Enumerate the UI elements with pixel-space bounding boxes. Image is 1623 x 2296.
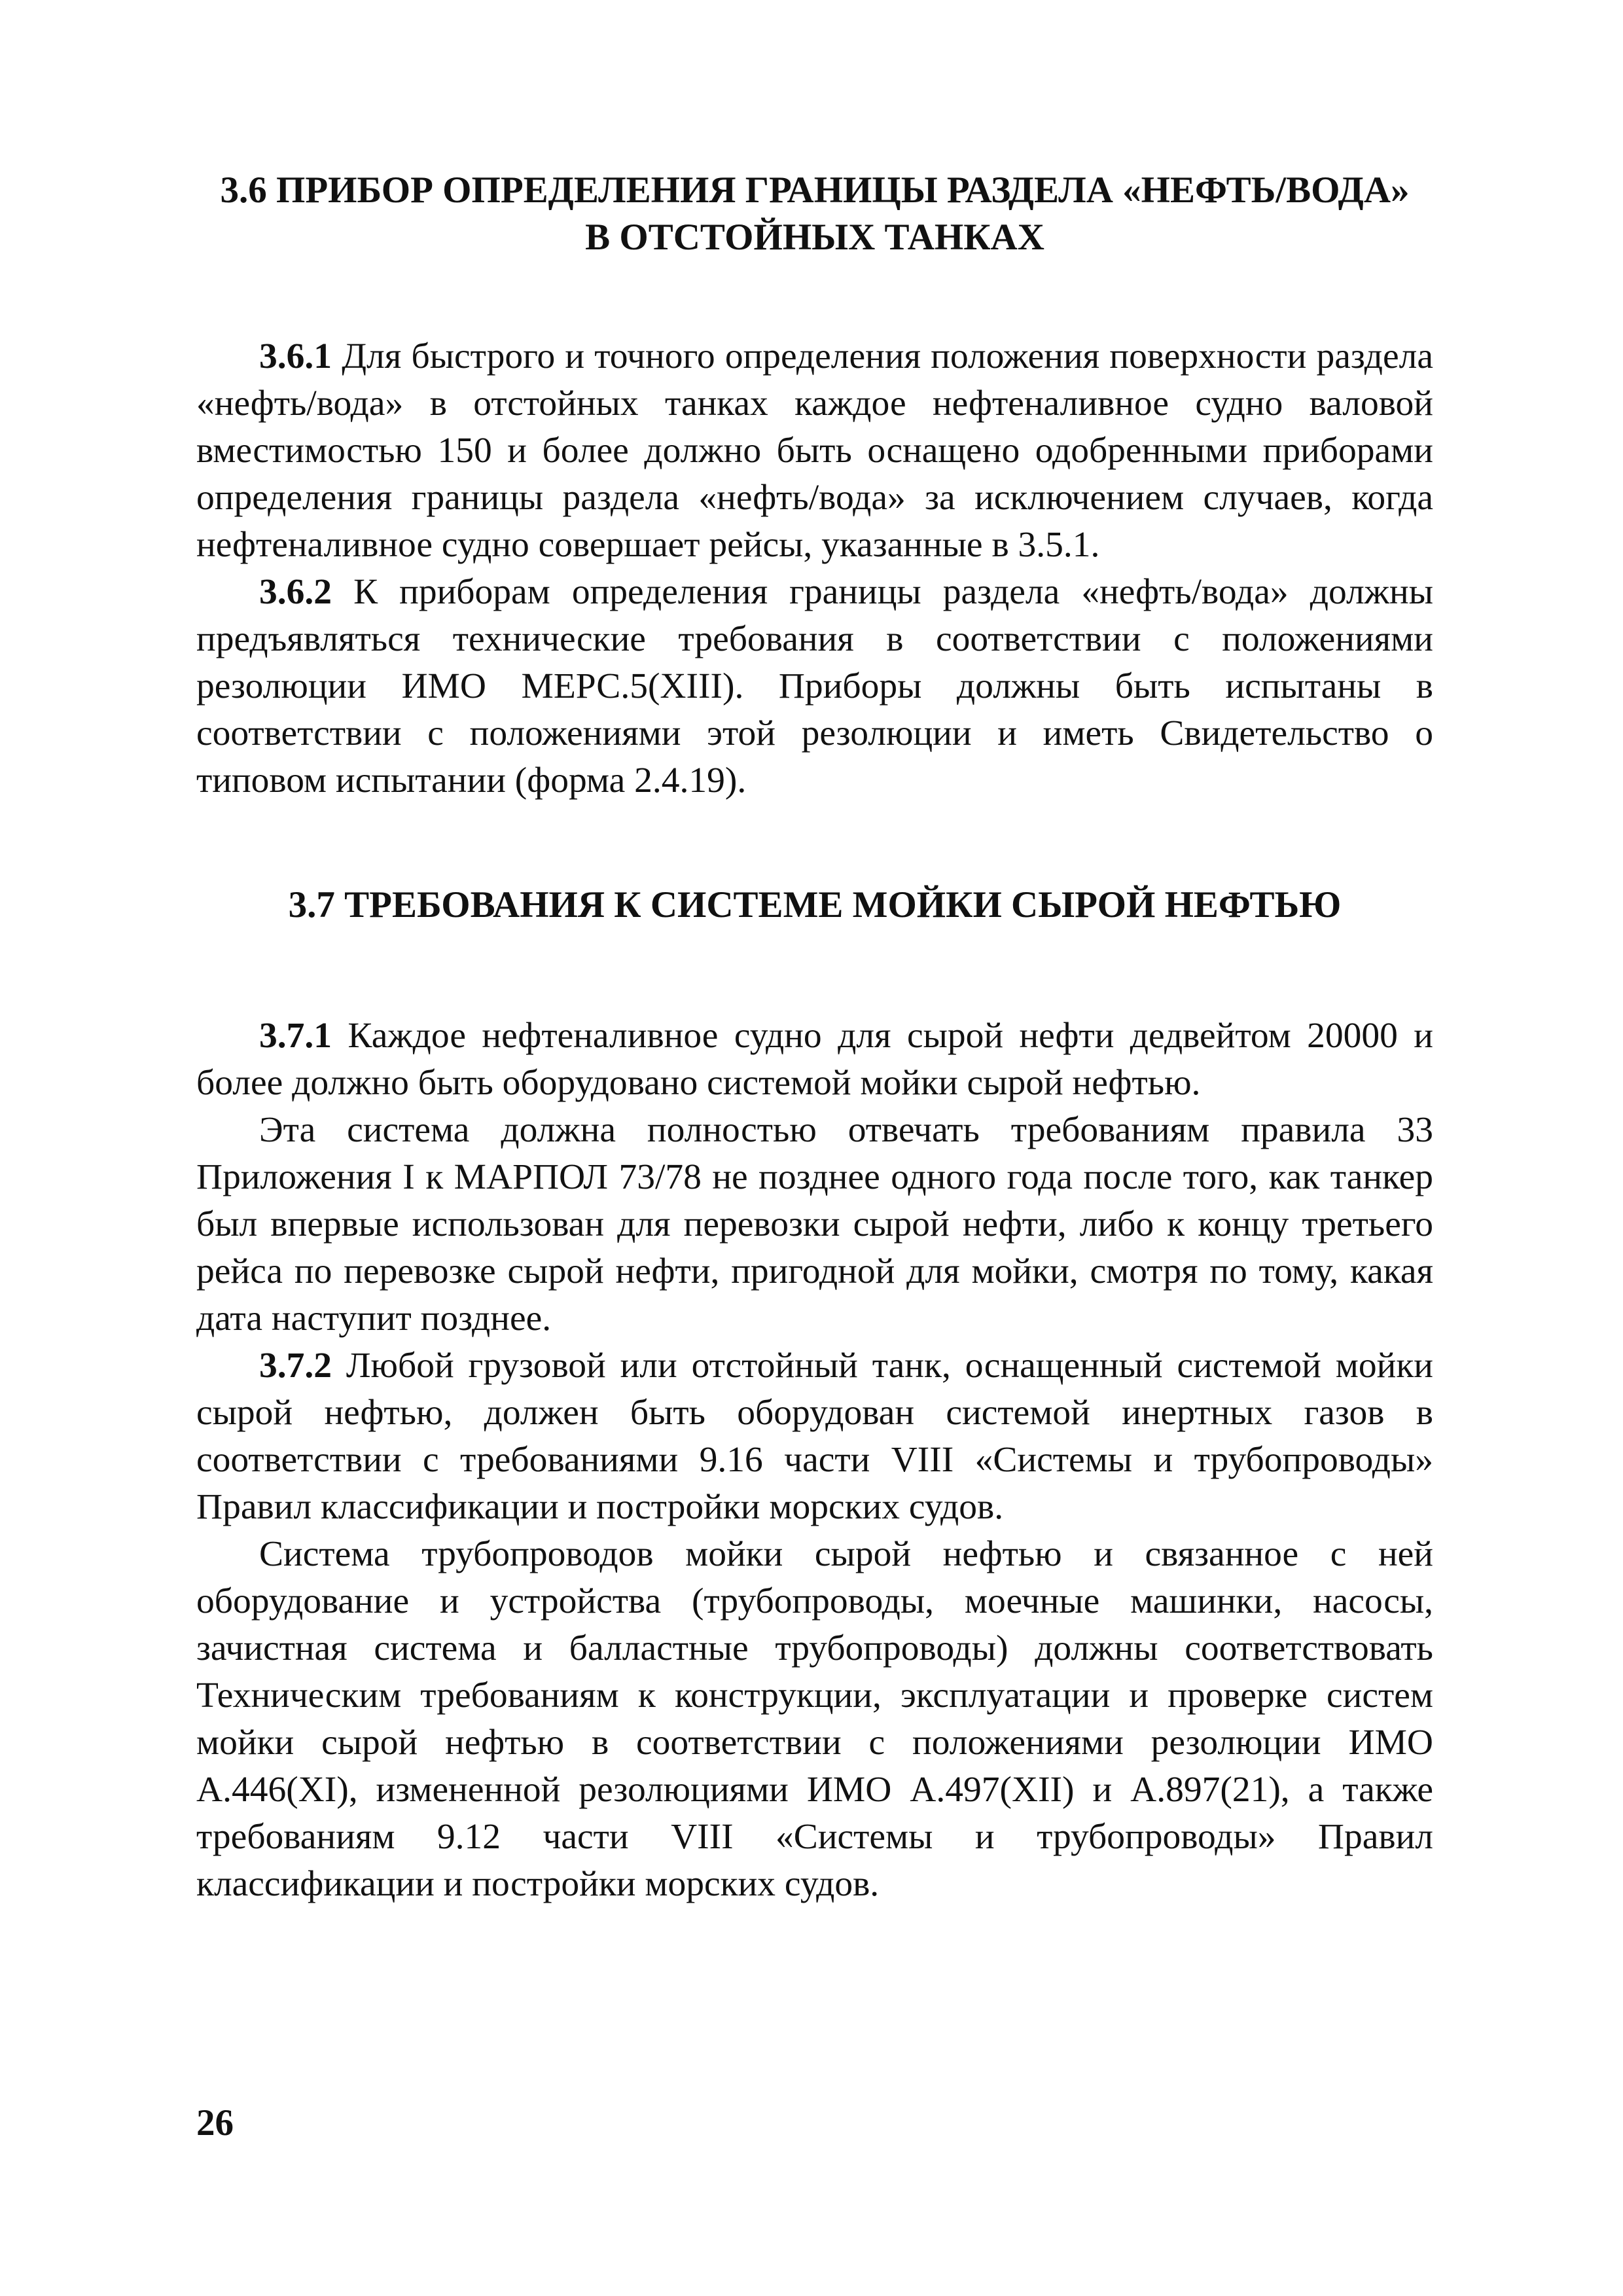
paragraph-text: К приборам определения границы раздела «нефть/вода» должны предъявляться технические требования в соответствии с положениями резолюции ИМО МЕРС.5(XIII). Приборы должны быть испытаны в соответствии с положениями этой резолюции и иметь Свидетельство о типовом испытании (форма 2.4.19). xyxy=(196,572,1433,800)
page-content xyxy=(196,167,1433,1908)
paragraph-3-7-2-continued: Система трубопроводов мойки сырой нефтью и связанное с ней оборудование и устройства (трубопроводы, моечные машинки, насосы, зачистная система и балластные трубопроводы) должны соответствовать Техническим требованиям к конструкции, эксплуатации и проверке систем мойки сырой нефтью в соответствии с положениями резолюции ИМО А.446(XI), измененной резолюциями ИМО А.497(XII) и А.897(21), а также требованиям 9.12 части VIII «Системы и трубопроводы» Правил классификации и постройки морских судов. xyxy=(196,1534,1433,1904)
paragraph-3-6-2 xyxy=(196,569,1433,804)
paragraph-3-7-1 xyxy=(196,1013,1433,1107)
spacer xyxy=(196,929,1433,1013)
spacer xyxy=(196,804,1433,882)
section-3-6-heading-line1: 3.6 ПРИБОР ОПРЕДЕЛЕНИЯ ГРАНИЦЫ РАЗДЕЛА «НЕФТЬ/ВОДА» xyxy=(220,170,1410,211)
paragraph-number: 3.7.1 xyxy=(259,1016,332,1056)
page-number: 26 xyxy=(196,2102,234,2144)
section-3-6-heading-line2: В ОТСТОЙНЫХ ТАНКАХ xyxy=(585,217,1044,258)
paragraph-3-7-2 xyxy=(196,1342,1433,1531)
paragraph-3-7-1-continued: Эта система должна полностью отвечать требованиям правила 33 Приложения I к МАРПОЛ 73/78 не позднее одного года после того, как танкер был впервые использован для перевозки сырой нефти, либо к концу третьего рейса по перевозке сырой нефти, пригодной для мойки, смотря по тому, какая дата наступит позднее. xyxy=(196,1110,1433,1338)
paragraph-number: 3.6.2 xyxy=(259,572,332,612)
paragraph-text: Любой грузовой или отстойный танк, оснащенный системой мойки сырой нефтью, должен быть оборудован системой инертных газов в соответствии с требованиями 9.16 части VIII «Системы и трубопроводы» Правил классификации и постройки морских судов. xyxy=(196,1346,1433,1527)
paragraph-number: 3.6.1 xyxy=(259,336,332,376)
paragraph-text: Каждое нефтеналивное судно для сырой нефти дедвейтом 20000 и более должно быть оборудовано системой мойки сырой нефтью. xyxy=(196,1016,1433,1103)
section-3-6-heading xyxy=(196,167,1433,261)
section-3-7-heading: 3.7 ТРЕБОВАНИЯ К СИСТЕМЕ МОЙКИ СЫРОЙ НЕФТЬЮ xyxy=(288,884,1342,925)
spacer xyxy=(196,261,1433,333)
paragraph-text: Для быстрого и точного определения положения поверхности раздела «нефть/вода» в отстойных танках каждое нефтеналивное судно валовой вместимостью 150 и более должно быть оснащено одобренными приборами определения границы раздела «нефть/вода» за исключением случаев, когда нефтеналивное судно совершает рейсы, указанные в 3.5.1. xyxy=(196,336,1433,565)
paragraph-number: 3.7.2 xyxy=(259,1346,332,1386)
paragraph-3-6-1 xyxy=(196,333,1433,569)
